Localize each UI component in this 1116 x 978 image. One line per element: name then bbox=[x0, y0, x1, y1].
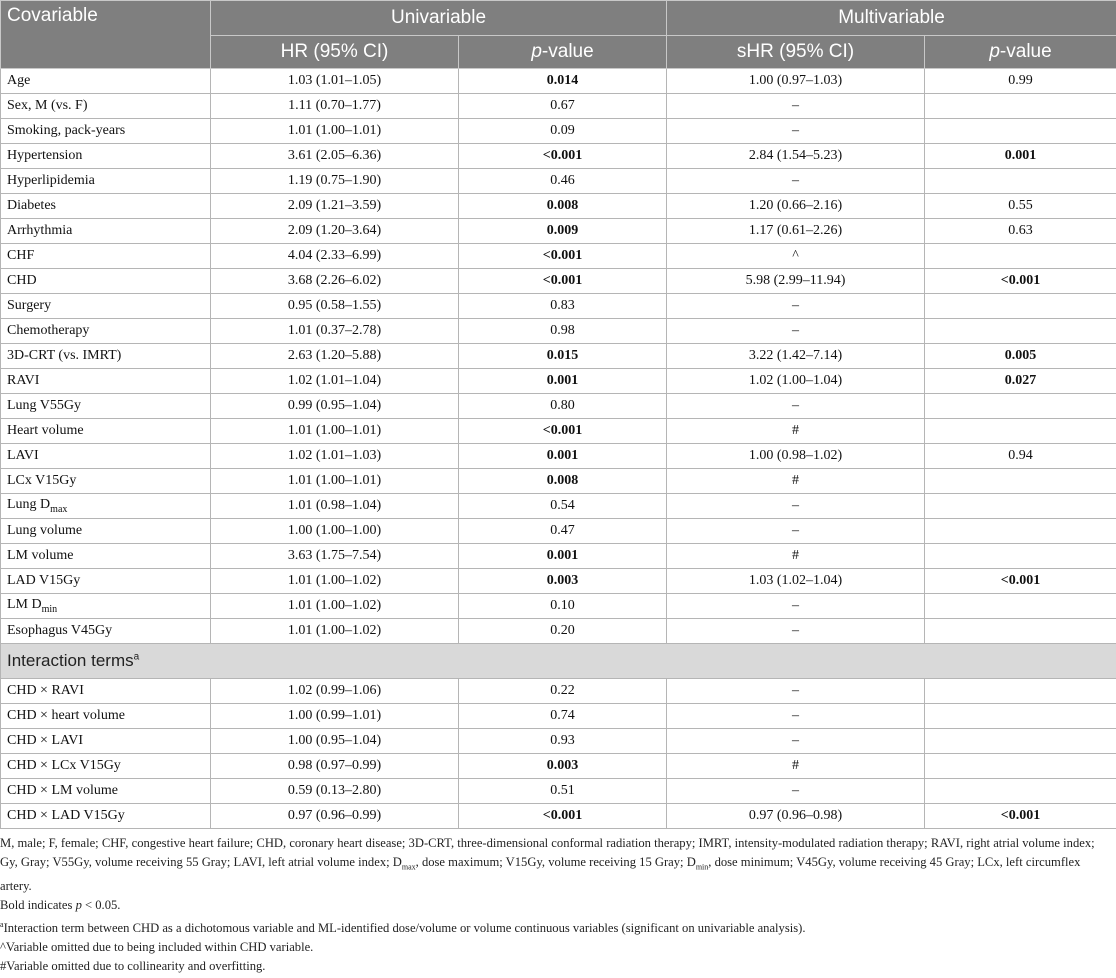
hr-ci-cell: 1.02 (1.01–1.04) bbox=[211, 369, 459, 394]
uni-p-value-cell: 0.001 bbox=[459, 544, 667, 569]
hr-ci-cell: 1.01 (1.00–1.01) bbox=[211, 419, 459, 444]
covariable-cell: CHF bbox=[1, 244, 211, 269]
table-row bbox=[1, 319, 1116, 344]
multi-p-value-cell bbox=[925, 779, 1116, 804]
table-row bbox=[1, 469, 1116, 494]
table-footnotes bbox=[0, 834, 1112, 976]
multi-p-value-cell: 0.94 bbox=[925, 444, 1116, 469]
shr-ci-cell: 1.17 (0.61–2.26) bbox=[667, 219, 925, 244]
hr-ci-cell: 0.59 (0.13–2.80) bbox=[211, 779, 459, 804]
hr-ci-cell: 2.09 (1.21–3.59) bbox=[211, 194, 459, 219]
shr-ci-cell: – bbox=[667, 94, 925, 119]
covariable-cell: RAVI bbox=[1, 369, 211, 394]
multi-p-value-cell: 0.005 bbox=[925, 344, 1116, 369]
shr-ci-cell: – bbox=[667, 729, 925, 754]
shr-ci-cell: # bbox=[667, 469, 925, 494]
interaction-section-label: Interaction terms$^a$ bbox=[1, 644, 1116, 679]
uni-p-value-cell: 0.46 bbox=[459, 169, 667, 194]
uni-p-value-cell: 0.014 bbox=[459, 69, 667, 94]
covariable-cell: LM volume bbox=[1, 544, 211, 569]
multi-p-value-cell bbox=[925, 294, 1116, 319]
multi-p-value-cell bbox=[925, 469, 1116, 494]
shr-ci-cell: – bbox=[667, 779, 925, 804]
multi-p-value-cell: <0.001 bbox=[925, 804, 1116, 829]
hr-ci-cell: 1.03 (1.01–1.05) bbox=[211, 69, 459, 94]
uni-p-value-cell: 0.83 bbox=[459, 294, 667, 319]
table-row bbox=[1, 519, 1116, 544]
hr-ci-cell: 1.11 (0.70–1.77) bbox=[211, 94, 459, 119]
covariable-cell: CHD × RAVI bbox=[1, 679, 211, 704]
uni-p-value-cell: 0.22 bbox=[459, 679, 667, 704]
multi-p-value-cell bbox=[925, 704, 1116, 729]
shr-ci-cell: 3.22 (1.42–7.14) bbox=[667, 344, 925, 369]
table-row bbox=[1, 94, 1116, 119]
hr-ci-cell: 1.01 (1.00–1.01) bbox=[211, 469, 459, 494]
hr-ci-cell: 0.97 (0.96–0.99) bbox=[211, 804, 459, 829]
interaction-section-header bbox=[1, 644, 1116, 679]
uni-p-value-cell: 0.003 bbox=[459, 754, 667, 779]
covariable-cell: Lung V55Gy bbox=[1, 394, 211, 419]
shr-ci-cell: – bbox=[667, 119, 925, 144]
uni-p-value-cell: 0.008 bbox=[459, 469, 667, 494]
hr-ci-cell: 0.99 (0.95–1.04) bbox=[211, 394, 459, 419]
table-row bbox=[1, 119, 1116, 144]
covariable-cell: Chemotherapy bbox=[1, 319, 211, 344]
bold-note: Bold indicates p < 0.05. bbox=[0, 897, 121, 912]
covariable-cell: CHD × heart volume bbox=[1, 704, 211, 729]
shr-ci-cell: – bbox=[667, 394, 925, 419]
shr-ci-cell: – bbox=[667, 679, 925, 704]
univariable-header: Univariable bbox=[211, 1, 667, 36]
hr-ci-cell: 1.01 (1.00–1.02) bbox=[211, 619, 459, 644]
interaction-section bbox=[1, 644, 1116, 679]
table-row bbox=[1, 804, 1116, 829]
covariable-cell: 3D-CRT (vs. IMRT) bbox=[1, 344, 211, 369]
hr-ci-cell: 3.68 (2.26–6.02) bbox=[211, 269, 459, 294]
hr-ci-cell: 1.19 (0.75–1.90) bbox=[211, 169, 459, 194]
uni-p-value-cell: 0.001 bbox=[459, 444, 667, 469]
hr-ci-cell: 3.61 (2.05–6.36) bbox=[211, 144, 459, 169]
hr-ci-cell: 1.00 (1.00–1.00) bbox=[211, 519, 459, 544]
hr-ci-cell: 1.01 (1.00–1.01) bbox=[211, 119, 459, 144]
hr-ci-cell: 1.01 (1.00–1.02) bbox=[211, 569, 459, 594]
covariable-cell: Arrhythmia bbox=[1, 219, 211, 244]
abbreviations-note: M, male; F, female; CHF, congestive heart failure; CHD, coronary heart disease; 3D-CRT, three-dimensional conformal radiation therapy; IMRT, intensity-modulated radiation therapy; RAVI, right atrial volume index; Gy, Gray; V55Gy, volume receiving 55 Gray; LAVI, left atrial volume index; $D_{max}$, dose maximum; V15Gy, volume receiving 15 Gray; $D_{min}$, dose minimum; V45Gy, volume receiving 45 Gray; LCx, left circumflex artery. bbox=[0, 836, 1095, 893]
multi-p-value-cell: <0.001 bbox=[925, 569, 1116, 594]
table-row bbox=[1, 144, 1116, 169]
multi-p-value-cell bbox=[925, 679, 1116, 704]
multi-p-value-cell bbox=[925, 619, 1116, 644]
multi-p-value-cell: 0.99 bbox=[925, 69, 1116, 94]
table-row bbox=[1, 594, 1116, 619]
uni-p-value-cell: 0.008 bbox=[459, 194, 667, 219]
covariable-cell: CHD bbox=[1, 269, 211, 294]
multi-p-value-cell bbox=[925, 319, 1116, 344]
uni-p-value-cell: 0.10 bbox=[459, 594, 667, 619]
uni-p-value-cell: 0.67 bbox=[459, 94, 667, 119]
shr-ci-header: sHR (95% CI) bbox=[667, 36, 925, 69]
hr-ci-cell: 1.01 (0.37–2.78) bbox=[211, 319, 459, 344]
interaction-note: $^a$Interaction term between CHD as a dichotomous variable and ML-identified dose/volume or volume continuous variables (significant on univariable analysis). bbox=[0, 919, 806, 935]
table-header bbox=[1, 1, 1116, 69]
uni-p-value-cell: 0.98 bbox=[459, 319, 667, 344]
hr-ci-cell: 1.00 (0.99–1.01) bbox=[211, 704, 459, 729]
uni-p-value-cell: 0.015 bbox=[459, 344, 667, 369]
hr-ci-cell: 1.02 (0.99–1.06) bbox=[211, 679, 459, 704]
uni-p-value-cell: 0.74 bbox=[459, 704, 667, 729]
covariable-cell: Lung volume bbox=[1, 519, 211, 544]
table-row bbox=[1, 444, 1116, 469]
multi-p-value-cell bbox=[925, 244, 1116, 269]
covariate-rows bbox=[1, 69, 1116, 644]
multi-p-value-cell: 0.63 bbox=[925, 219, 1116, 244]
hr-ci-cell: 0.95 (0.58–1.55) bbox=[211, 294, 459, 319]
uni-p-value-cell: 0.93 bbox=[459, 729, 667, 754]
caret-note: ^Variable omitted due to being included within CHD variable. bbox=[0, 939, 314, 954]
covariable-cell: Esophagus V45Gy bbox=[1, 619, 211, 644]
covariable-cell: LCx V15Gy bbox=[1, 469, 211, 494]
covariable-cell: LM $D_{min}$ bbox=[1, 594, 211, 619]
table-row bbox=[1, 294, 1116, 319]
shr-ci-cell: – bbox=[667, 494, 925, 519]
table-row bbox=[1, 69, 1116, 94]
shr-ci-cell: # bbox=[667, 754, 925, 779]
table-row bbox=[1, 704, 1116, 729]
multi-p-value-cell: 0.001 bbox=[925, 144, 1116, 169]
uni-p-value-cell: 0.009 bbox=[459, 219, 667, 244]
hr-ci-header: HR (95% CI) bbox=[211, 36, 459, 69]
shr-ci-cell: ^ bbox=[667, 244, 925, 269]
uni-p-value-cell: <0.001 bbox=[459, 144, 667, 169]
covariable-cell: Diabetes bbox=[1, 194, 211, 219]
shr-ci-cell: – bbox=[667, 594, 925, 619]
multi-p-value-cell bbox=[925, 419, 1116, 444]
table-row bbox=[1, 754, 1116, 779]
covariable-cell: Smoking, pack-years bbox=[1, 119, 211, 144]
covariable-cell: Lung $D_{max}$ bbox=[1, 494, 211, 519]
hr-ci-cell: 1.00 (0.95–1.04) bbox=[211, 729, 459, 754]
hr-ci-cell: 1.01 (0.98–1.04) bbox=[211, 494, 459, 519]
shr-ci-cell: 1.20 (0.66–2.16) bbox=[667, 194, 925, 219]
covariable-cell: CHD × LAVI bbox=[1, 729, 211, 754]
table-row bbox=[1, 169, 1116, 194]
covariable-cell: Sex, M (vs. F) bbox=[1, 94, 211, 119]
uni-p-value-cell: 0.80 bbox=[459, 394, 667, 419]
multi-p-value-cell bbox=[925, 729, 1116, 754]
covariable-cell: Hypertension bbox=[1, 144, 211, 169]
multi-p-value-cell bbox=[925, 519, 1116, 544]
uni-p-value-cell: 0.54 bbox=[459, 494, 667, 519]
table-row bbox=[1, 569, 1116, 594]
shr-ci-cell: – bbox=[667, 704, 925, 729]
table-row bbox=[1, 269, 1116, 294]
covariable-cell: Age bbox=[1, 69, 211, 94]
shr-ci-cell: 1.00 (0.97–1.03) bbox=[667, 69, 925, 94]
table-row bbox=[1, 494, 1116, 519]
table-row bbox=[1, 729, 1116, 754]
hr-ci-cell: 0.98 (0.97–0.99) bbox=[211, 754, 459, 779]
hash-note: #Variable omitted due to collinearity and overfitting. bbox=[0, 958, 266, 973]
table-row bbox=[1, 394, 1116, 419]
covariable-header: Covariable bbox=[1, 1, 211, 69]
covariable-cell: LAD V15Gy bbox=[1, 569, 211, 594]
table-row bbox=[1, 194, 1116, 219]
covariable-cell: CHD × LAD V15Gy bbox=[1, 804, 211, 829]
shr-ci-cell: – bbox=[667, 169, 925, 194]
multi-p-value-cell bbox=[925, 494, 1116, 519]
covariable-cell: Hyperlipidemia bbox=[1, 169, 211, 194]
shr-ci-cell: 0.97 (0.96–0.98) bbox=[667, 804, 925, 829]
interaction-rows bbox=[1, 679, 1116, 829]
uni-p-value-cell: <0.001 bbox=[459, 244, 667, 269]
shr-ci-cell: – bbox=[667, 319, 925, 344]
table-row bbox=[1, 219, 1116, 244]
multi-p-value-cell bbox=[925, 94, 1116, 119]
shr-ci-cell: 2.84 (1.54–5.23) bbox=[667, 144, 925, 169]
covariable-cell: Heart volume bbox=[1, 419, 211, 444]
multi-p-value-header: p-value bbox=[925, 36, 1116, 69]
multi-p-value-cell bbox=[925, 544, 1116, 569]
table-row bbox=[1, 679, 1116, 704]
shr-ci-cell: – bbox=[667, 519, 925, 544]
hr-ci-cell: 1.01 (1.00–1.02) bbox=[211, 594, 459, 619]
uni-p-value-cell: <0.001 bbox=[459, 269, 667, 294]
table-row bbox=[1, 244, 1116, 269]
covariable-cell: LAVI bbox=[1, 444, 211, 469]
uni-p-value-cell: <0.001 bbox=[459, 804, 667, 829]
multi-p-value-cell bbox=[925, 169, 1116, 194]
covariable-cell: Surgery bbox=[1, 294, 211, 319]
hr-ci-cell: 4.04 (2.33–6.99) bbox=[211, 244, 459, 269]
uni-p-value-cell: 0.20 bbox=[459, 619, 667, 644]
hr-ci-cell: 1.02 (1.01–1.03) bbox=[211, 444, 459, 469]
table-row bbox=[1, 544, 1116, 569]
multi-p-value-cell: <0.001 bbox=[925, 269, 1116, 294]
shr-ci-cell: – bbox=[667, 294, 925, 319]
hr-ci-cell: 2.09 (1.20–3.64) bbox=[211, 219, 459, 244]
shr-ci-cell: # bbox=[667, 544, 925, 569]
shr-ci-cell: 1.02 (1.00–1.04) bbox=[667, 369, 925, 394]
shr-ci-cell: 5.98 (2.99–11.94) bbox=[667, 269, 925, 294]
table-row bbox=[1, 619, 1116, 644]
multi-p-value-cell bbox=[925, 594, 1116, 619]
multi-p-value-cell bbox=[925, 119, 1116, 144]
multi-p-value-cell: 0.55 bbox=[925, 194, 1116, 219]
uni-p-value-cell: <0.001 bbox=[459, 419, 667, 444]
hr-ci-cell: 3.63 (1.75–7.54) bbox=[211, 544, 459, 569]
multi-p-value-cell bbox=[925, 394, 1116, 419]
uni-p-value-cell: 0.09 bbox=[459, 119, 667, 144]
table-row bbox=[1, 779, 1116, 804]
multi-p-value-cell bbox=[925, 754, 1116, 779]
shr-ci-cell: # bbox=[667, 419, 925, 444]
uni-p-value-cell: 0.51 bbox=[459, 779, 667, 804]
table-row bbox=[1, 419, 1116, 444]
uni-p-value-header: p-value bbox=[459, 36, 667, 69]
table-row bbox=[1, 344, 1116, 369]
table-row bbox=[1, 369, 1116, 394]
multi-p-value-cell: 0.027 bbox=[925, 369, 1116, 394]
shr-ci-cell: 1.00 (0.98–1.02) bbox=[667, 444, 925, 469]
uni-p-value-cell: 0.47 bbox=[459, 519, 667, 544]
multivariable-header: Multivariable bbox=[667, 1, 1116, 36]
shr-ci-cell: 1.03 (1.02–1.04) bbox=[667, 569, 925, 594]
uni-p-value-cell: 0.001 bbox=[459, 369, 667, 394]
covariable-cell: CHD × LCx V15Gy bbox=[1, 754, 211, 779]
hr-ci-cell: 2.63 (1.20–5.88) bbox=[211, 344, 459, 369]
shr-ci-cell: – bbox=[667, 619, 925, 644]
uni-p-value-cell: 0.003 bbox=[459, 569, 667, 594]
covariable-cell: CHD × LM volume bbox=[1, 779, 211, 804]
